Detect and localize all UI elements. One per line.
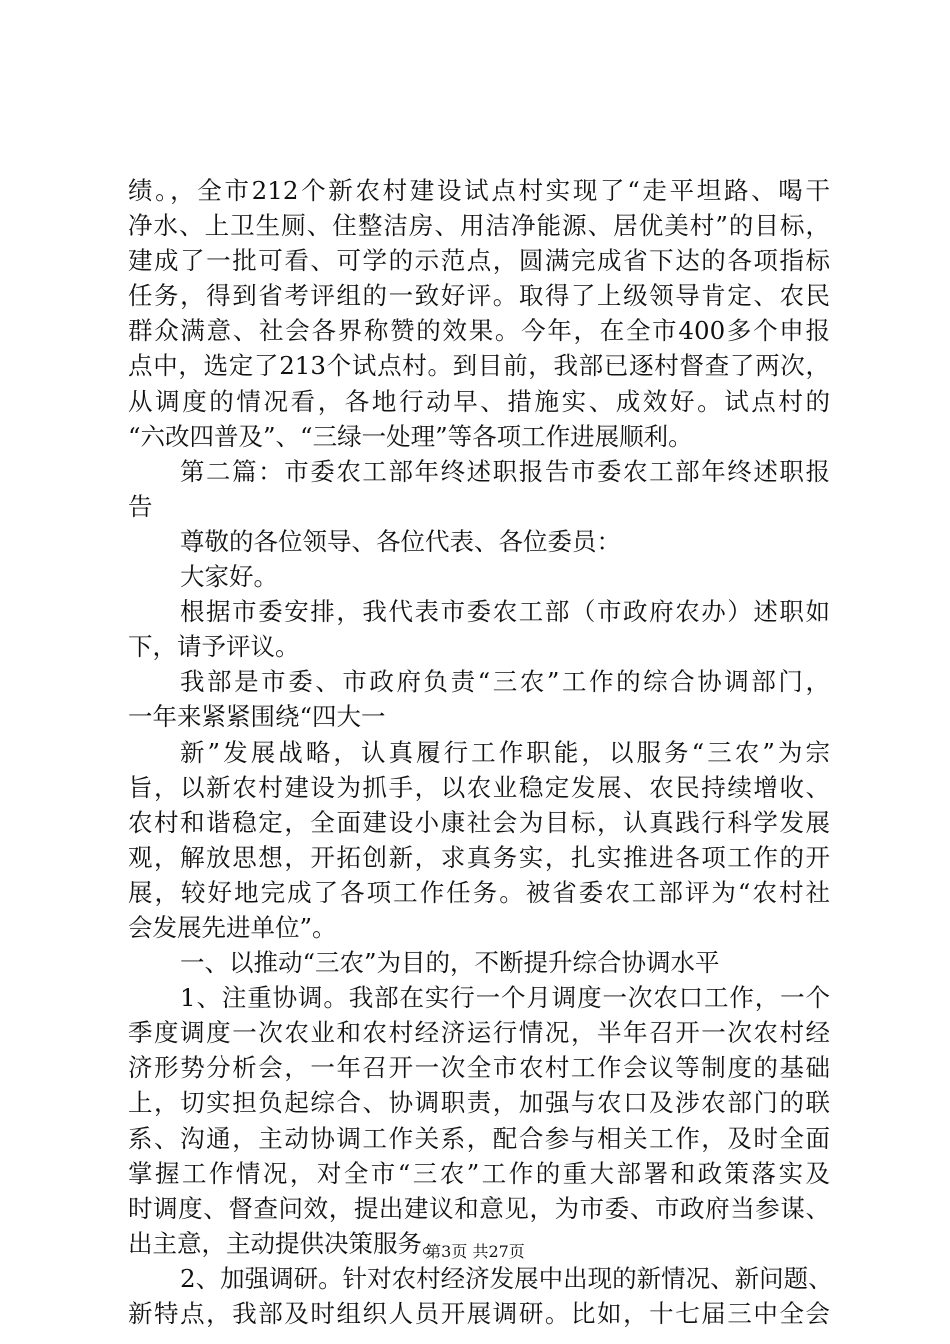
subheading-line: 一、以推动“三农”为目的，不断提升综合协调水平 (180, 948, 720, 978)
text-line: 根据市委安排，我代表市委农工部（市政府农办）述职如 (180, 597, 830, 627)
text-line: 任务，得到省考评组的一致好评。取得了上级领导肯定、农民 (128, 281, 830, 311)
text-line: 下，请予评议。 (128, 632, 300, 662)
text-line: 系、沟通，主动协调工作关系，配合参与相关工作，及时全面 (128, 1123, 830, 1153)
document-body (128, 173, 833, 1331)
text-line: 观，解放思想，开拓创新，求真务实，扎实推进各项工作的开 (128, 842, 830, 872)
text-line: 农村和谐稳定，全面建设小康社会为目标，认真践行科学发展 (128, 807, 830, 837)
text-line: 展，较好地完成了各项工作任务。被省委农工部评为“农村社 (128, 877, 830, 907)
text-line: 季度调度一次农业和农村经济运行情况，半年召开一次农村经 (128, 1018, 830, 1048)
text-line: “六改四普及”、“三绿一处理”等各项工作进展顺利。 (128, 421, 693, 451)
text-line: 我部是市委、市政府负责“三农”工作的综合协调部门， (180, 667, 830, 697)
text-line: 新特点，我部及时组织人员开展调研。比如，十七届三中全会 (128, 1299, 830, 1328)
text-line: 济形势分析会，一年召开一次全市农村工作会议等制度的基础 (128, 1053, 830, 1083)
text-line: 净水、上卫生厕、住整洁房、用洁净能源、居优美村”的目标， (128, 211, 830, 241)
greeting-line: 大家好。 (180, 562, 278, 592)
section-heading-line: 告 (128, 491, 153, 521)
text-line: 绩。，全市212个新农村建设试点村实现了“走平坦路、喝干 (128, 176, 830, 205)
text-line: 2、加强调研。针对农村经济发展中出现的新情况、新问题、 (180, 1263, 833, 1293)
text-line: 从调度的情况看，各地行动早、措施实、成效好。试点村的 (128, 386, 830, 416)
text-line: 新”发展战略，认真履行工作职能，以服务“三农”为宗 (180, 737, 830, 767)
text-line: 群众满意、社会各界称赞的效果。今年，在全市400多个申报 (128, 316, 830, 346)
text-line: 时调度、督查问效，提出建议和意见，为市委、市政府当参谋、 (128, 1193, 830, 1223)
text-line: 掌握工作情况，对全市“三农”工作的重大部署和政策落实及 (128, 1158, 830, 1188)
text-line: 点中，选定了213个试点村。到目前，我部已逐村督查了两次， (128, 351, 830, 381)
text-line: 上，切实担负起综合、协调职责，加强与农口及涉农部门的联 (128, 1088, 830, 1118)
salutation-line: 尊敬的各位领导、各位代表、各位委员： (180, 526, 621, 556)
text-line: 1、注重协调。我部在实行一个月调度一次农口工作，一个 (180, 983, 830, 1013)
text-line: 旨，以新农村建设为抓手，以农业稳定发展、农民持续增收、 (128, 772, 830, 802)
text-line: 出主意，主动提供决策服务。 (128, 1228, 447, 1258)
page-number-footer: 第3页 共27页 (425, 1242, 525, 1261)
text-line: 一年来紧紧围绕“四大一 (128, 702, 386, 732)
section-heading-line: 第二篇：市委农工部年终述职报告市委农工部年终述职报 (180, 456, 830, 486)
text-line: 建成了一批可看、可学的示范点，圆满完成省下达的各项指标 (128, 246, 830, 276)
text-line: 会发展先进单位”。 (128, 912, 337, 942)
